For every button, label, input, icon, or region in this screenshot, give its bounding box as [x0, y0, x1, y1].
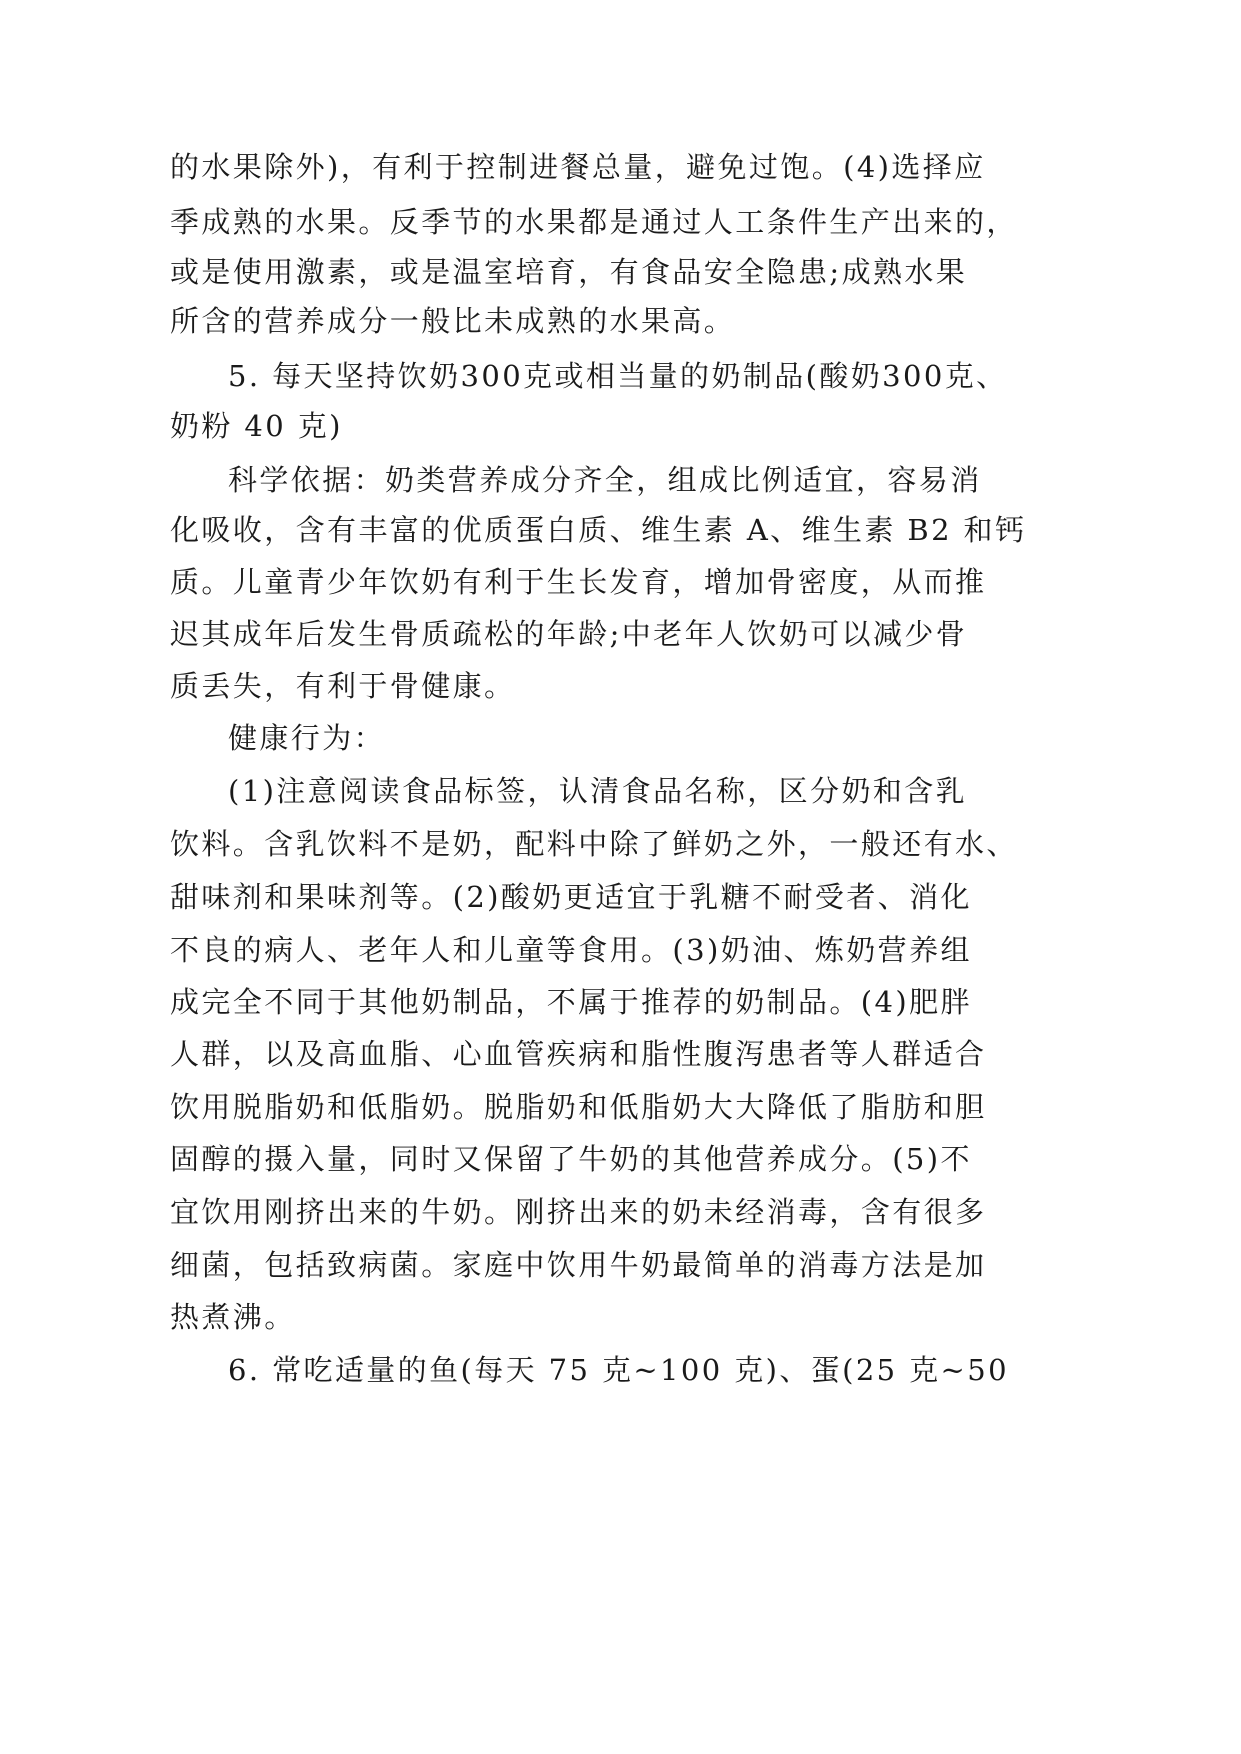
- text-line: 成完全不同于其他奶制品，不属于推荐的奶制品。(4)肥胖: [170, 985, 972, 1019]
- text-line: 或是使用激素，或是温室培育，有食品安全隐患;成熟水果: [170, 255, 968, 289]
- text-line: 饮料。含乳饮料不是奶，配料中除了鲜奶之外，一般还有水、: [170, 827, 1018, 861]
- text-line: 所含的营养成分一般比未成熟的水果高。: [170, 304, 736, 338]
- text-line: 甜味剂和果味剂等。(2)酸奶更适宜于乳糖不耐受者、消化: [170, 880, 972, 914]
- text-line: 的水果除外)，有利于控制进餐总量，避免过饱。(4)选择应: [170, 150, 986, 184]
- text-line: 化吸收，含有丰富的优质蛋白质、维生素 A、维生素 B2 和钙: [170, 513, 1027, 547]
- text-line: 奶粉 40 克): [170, 409, 343, 443]
- text-line: 季成熟的水果。反季节的水果都是通过人工条件生产出来的，: [170, 205, 1018, 239]
- paragraph-start: 科学依据：奶类营养成分齐全，组成比例适宜，容易消: [228, 463, 982, 497]
- text-line: 热煮沸。: [170, 1300, 296, 1334]
- text-line: 固醇的摄入量，同时又保留了牛奶的其他营养成分。(5)不: [170, 1142, 972, 1176]
- text-line: 不良的病人、老年人和儿童等食用。(3)奶油、炼奶营养组: [170, 933, 972, 967]
- text-line: 饮用脱脂奶和低脂奶。脱脂奶和低脂奶大大降低了脂肪和胆: [170, 1090, 987, 1124]
- text-line: 迟其成年后发生骨质疏松的年龄;中老年人饮奶可以减少骨: [170, 617, 968, 651]
- text-line: 人群，以及高血脂、心血管疾病和脂性腹泻患者等人群适合: [170, 1037, 987, 1071]
- list-item-heading: 5. 每天坚持饮奶300克或相当量的奶制品(酸奶300克、: [228, 359, 1008, 393]
- text-line: 宜饮用刚挤出来的牛奶。刚挤出来的奶未经消毒，含有很多: [170, 1195, 987, 1229]
- list-item-heading: 6. 常吃适量的鱼(每天 75 克~100 克)、蛋(25 克~50: [228, 1353, 1009, 1387]
- paragraph-start: (1)注意阅读食品标签，认清食品名称，区分奶和含乳: [228, 774, 968, 808]
- section-heading: 健康行为：: [228, 721, 386, 755]
- text-line: 质。儿童青少年饮奶有利于生长发育，增加骨密度，从而推: [170, 565, 987, 599]
- text-line: 质丢失，有利于骨健康。: [170, 669, 516, 703]
- text-line: 细菌，包括致病菌。家庭中饮用牛奶最简单的消毒方法是加: [170, 1248, 987, 1282]
